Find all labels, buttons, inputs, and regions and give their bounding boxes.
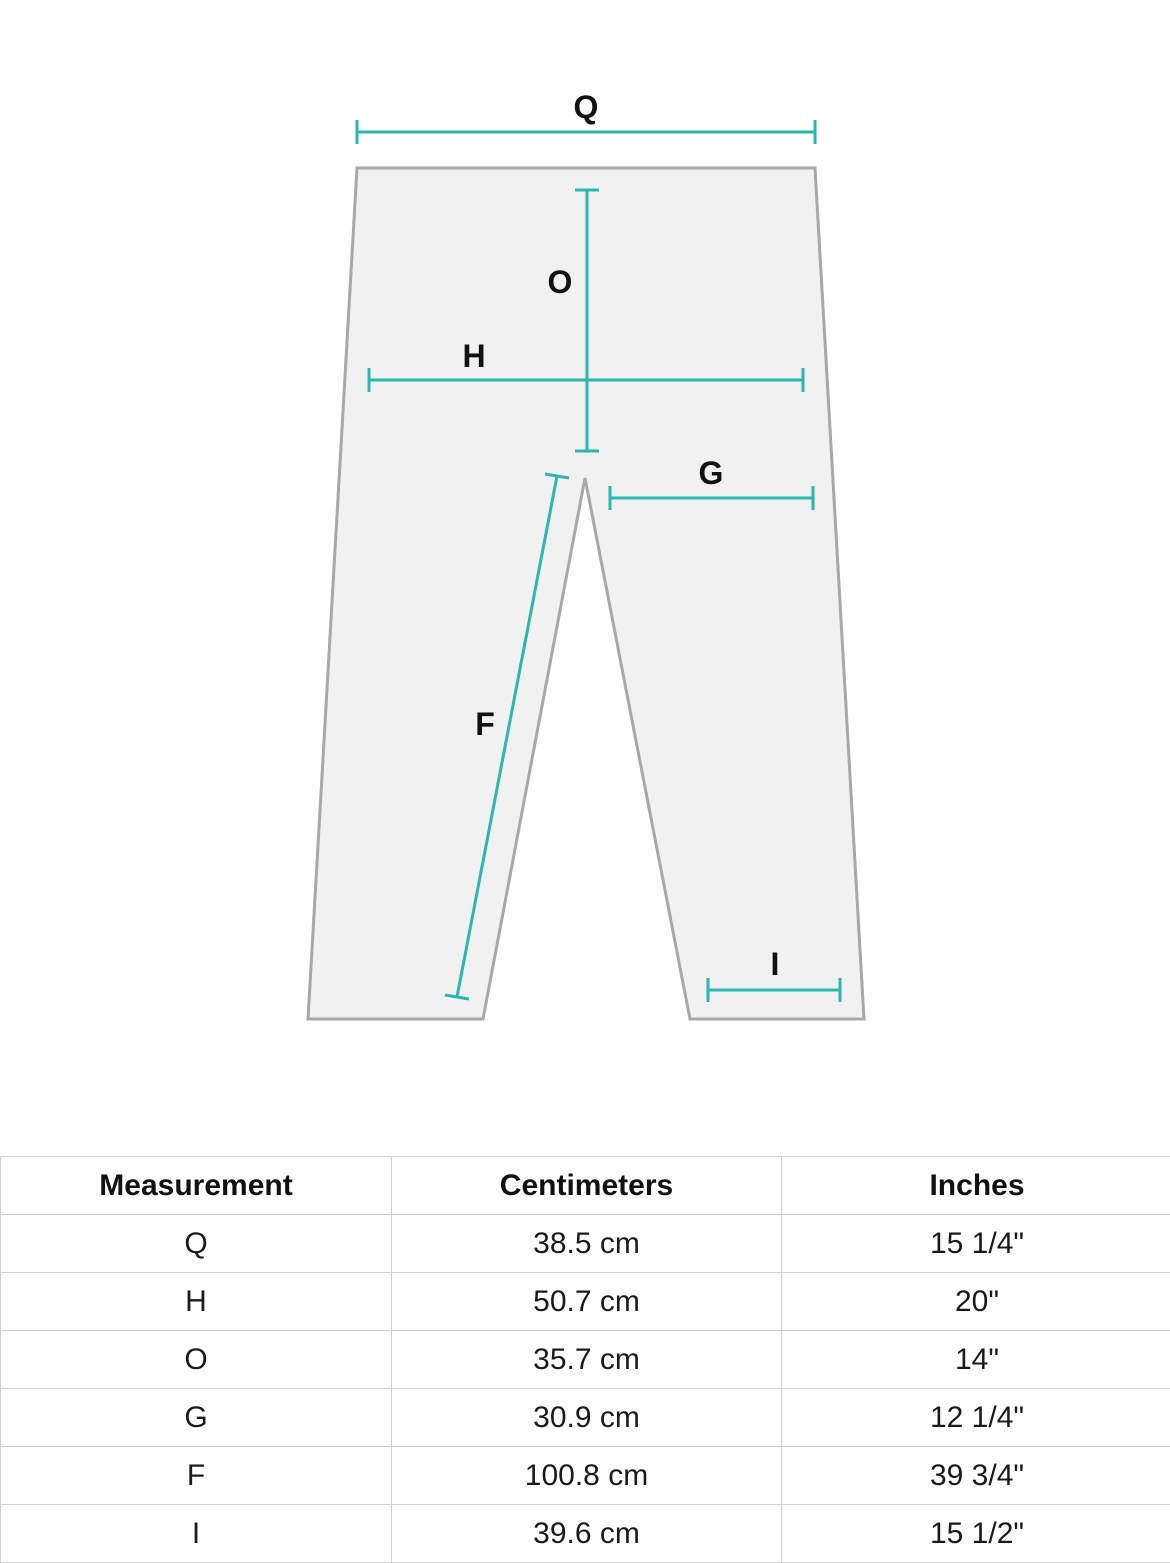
table-row (1, 1215, 1170, 1273)
cell-cm: 39.6 cm (392, 1505, 782, 1563)
cell-in: 15 1/2" (782, 1505, 1170, 1563)
label-i: I (771, 946, 780, 982)
cell-in: 12 1/4" (782, 1389, 1170, 1447)
cell-measurement: G (1, 1389, 392, 1447)
cell-in: 20" (782, 1273, 1170, 1331)
cell-cm: 50.7 cm (392, 1273, 782, 1331)
cell-measurement: F (1, 1447, 392, 1505)
table-row (1, 1505, 1170, 1563)
label-g: G (699, 455, 724, 491)
cell-cm: 38.5 cm (392, 1215, 782, 1273)
header-centimeters: Centimeters (392, 1157, 782, 1215)
table-row (1, 1331, 1170, 1389)
header-inches: Inches (782, 1157, 1170, 1215)
cell-measurement: I (1, 1505, 392, 1563)
cell-cm: 35.7 cm (392, 1331, 782, 1389)
cell-measurement: Q (1, 1215, 392, 1273)
table-row (1, 1389, 1170, 1447)
label-o: O (548, 264, 573, 300)
header-measurement: Measurement (1, 1157, 392, 1215)
cell-in: 15 1/4" (782, 1215, 1170, 1273)
table-header-row (1, 1157, 1170, 1215)
table-row (1, 1447, 1170, 1505)
label-f: F (475, 706, 495, 742)
table-row (1, 1273, 1170, 1331)
cell-cm: 100.8 cm (392, 1447, 782, 1505)
cell-in: 39 3/4" (782, 1447, 1170, 1505)
cell-in: 14" (782, 1331, 1170, 1389)
label-q: Q (574, 89, 599, 125)
cell-measurement: H (1, 1273, 392, 1331)
label-h: H (462, 338, 485, 374)
cell-measurement: O (1, 1331, 392, 1389)
size-chart-table (0, 1156, 1170, 1563)
cell-cm: 30.9 cm (392, 1389, 782, 1447)
